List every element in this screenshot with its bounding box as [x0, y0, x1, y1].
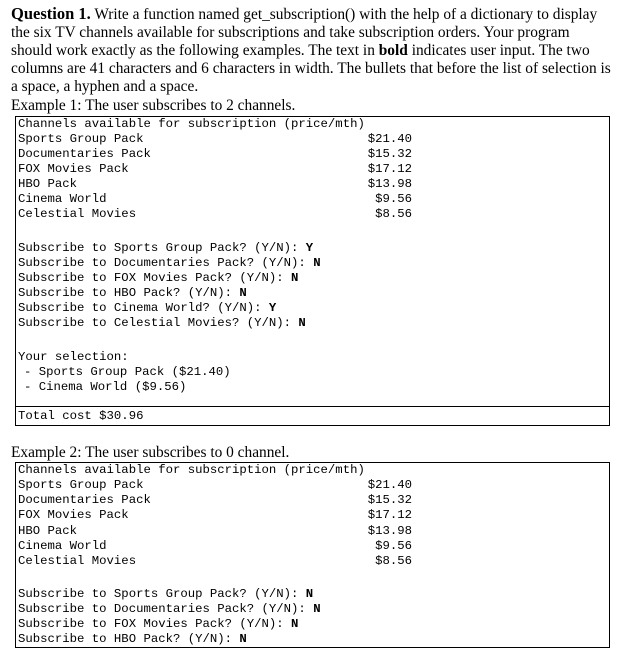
channel-row — [18, 207, 438, 222]
channel-row — [18, 554, 438, 569]
channel-row — [18, 508, 438, 523]
question-line-3: exactly as the following examples. The text in — [91, 42, 379, 60]
prompt-line — [18, 256, 438, 271]
channel-row — [18, 493, 438, 508]
prompt-line — [18, 286, 438, 301]
prompt-question: Subscribe to FOX Movies Pack? (Y/N): — [18, 271, 292, 285]
prompt-line — [18, 632, 438, 647]
channel-row — [18, 478, 438, 493]
channel-price: $21.40 — [367, 132, 412, 146]
question-line-2: six TV channels available for subscriptions and take subscription orders. Your program should work — [11, 24, 570, 60]
prompt-line — [18, 316, 438, 331]
user-input: N — [305, 587, 314, 601]
prompt-line — [18, 271, 438, 286]
prompt-line — [18, 241, 438, 256]
channel-price: $9.56 — [375, 539, 412, 553]
question-paragraph: Question 1. Write a function named get_subscription() with the help of a dictionary to display the six TV channels available for subscriptions and take subscription orders. Your program should work exactly as the following examples. The text in bold indicates user input. The two columns are 41 characters and 6 characters in width. The bullets that before the list of selection is a space, a hyphen and a space. — [11, 4, 611, 96]
user-input: Y — [268, 301, 277, 315]
question-line-5: and a space. — [123, 78, 199, 96]
selection-item: - Sports Group Pack ($21.40) — [24, 365, 231, 379]
channel-name: Cinema World — [18, 539, 107, 553]
user-input: N — [298, 316, 306, 330]
channel-name: FOX Movies Pack — [18, 162, 129, 176]
example-2-title: Example 2: The user subscribes to 0 channel. — [11, 444, 290, 461]
prompt-line — [18, 301, 438, 316]
user-input: N — [239, 286, 247, 300]
example-1-header: Channels available for subscription (price/mth) — [18, 117, 365, 131]
channel-row — [18, 524, 438, 539]
channel-name: Celestial Movies — [18, 207, 137, 221]
channel-price: $15.32 — [367, 147, 412, 161]
channel-name: Sports Group Pack — [18, 478, 144, 492]
user-input: N — [239, 632, 247, 646]
user-input: N — [291, 617, 299, 631]
channel-row — [18, 162, 438, 177]
channel-price: $15.32 — [367, 493, 412, 507]
channel-price: $9.56 — [375, 192, 412, 206]
question-heading: Question 1 — [11, 4, 87, 23]
prompt-line — [18, 617, 438, 632]
prompt-question: Subscribe to HBO Pack? (Y/N): — [18, 286, 240, 300]
user-input: Y — [305, 241, 314, 255]
question-line-4: characters and 6 characters in width. The bullets that before the list of selection is a space, a hyphen — [11, 60, 611, 96]
channel-price: $8.56 — [375, 207, 412, 221]
prompt-question: Subscribe to Celestial Movies? (Y/N): — [18, 316, 299, 330]
channel-row — [18, 147, 438, 162]
prompt-question: Subscribe to Documentaries Pack? (Y/N): — [18, 256, 314, 270]
channel-name: Celestial Movies — [18, 554, 137, 568]
channel-row — [18, 132, 438, 147]
prompt-question: Subscribe to Documentaries Pack? (Y/N): — [18, 602, 314, 616]
bold-word: bold — [378, 42, 408, 60]
channel-name: Documentaries Pack — [18, 147, 151, 161]
prompt-question: Subscribe to FOX Movies Pack? (Y/N): — [18, 617, 292, 631]
prompt-question: Subscribe to Cinema World? (Y/N): — [18, 301, 269, 315]
question-line-3b: indicates user input. The two columns are 41 — [11, 42, 590, 78]
user-input: N — [313, 602, 321, 616]
channel-row — [18, 539, 438, 554]
prompt-question: Subscribe to Sports Group Pack? (Y/N): — [18, 587, 306, 601]
channel-name: Documentaries Pack — [18, 493, 151, 507]
total-cost: Total cost $30.96 — [18, 409, 144, 423]
channel-price: $21.40 — [367, 478, 412, 492]
prompt-question: Subscribe to HBO Pack? (Y/N): — [18, 632, 240, 646]
channel-name: HBO Pack — [18, 177, 78, 191]
prompt-question: Subscribe to Sports Group Pack? (Y/N): — [18, 241, 306, 255]
example-1-title: Example 1: The user subscribes to 2 channels. — [11, 97, 296, 114]
total-divider — [16, 406, 609, 407]
channel-row — [18, 192, 438, 207]
user-input: N — [291, 271, 299, 285]
channel-name: Cinema World — [18, 192, 107, 206]
channel-price: $17.12 — [367, 508, 412, 522]
channel-price: $8.56 — [375, 554, 412, 568]
channel-name: Sports Group Pack — [18, 132, 144, 146]
channel-price: $13.98 — [367, 524, 412, 538]
channel-name: HBO Pack — [18, 524, 78, 538]
question-line-1: Write a function named get_subscription() with the help of a dictionary to display the — [11, 6, 598, 42]
user-input: N — [313, 256, 321, 270]
prompt-line — [18, 602, 438, 617]
channel-price: $17.12 — [367, 162, 412, 176]
channel-row — [18, 177, 438, 192]
selection-item: - Cinema World ($9.56) — [24, 380, 187, 394]
example-2-header: Channels available for subscription (price/mth) — [18, 463, 365, 477]
channel-price: $13.98 — [367, 177, 412, 191]
prompt-line — [18, 587, 438, 602]
channel-name: FOX Movies Pack — [18, 508, 129, 522]
selection-label: Your selection: — [18, 350, 129, 364]
